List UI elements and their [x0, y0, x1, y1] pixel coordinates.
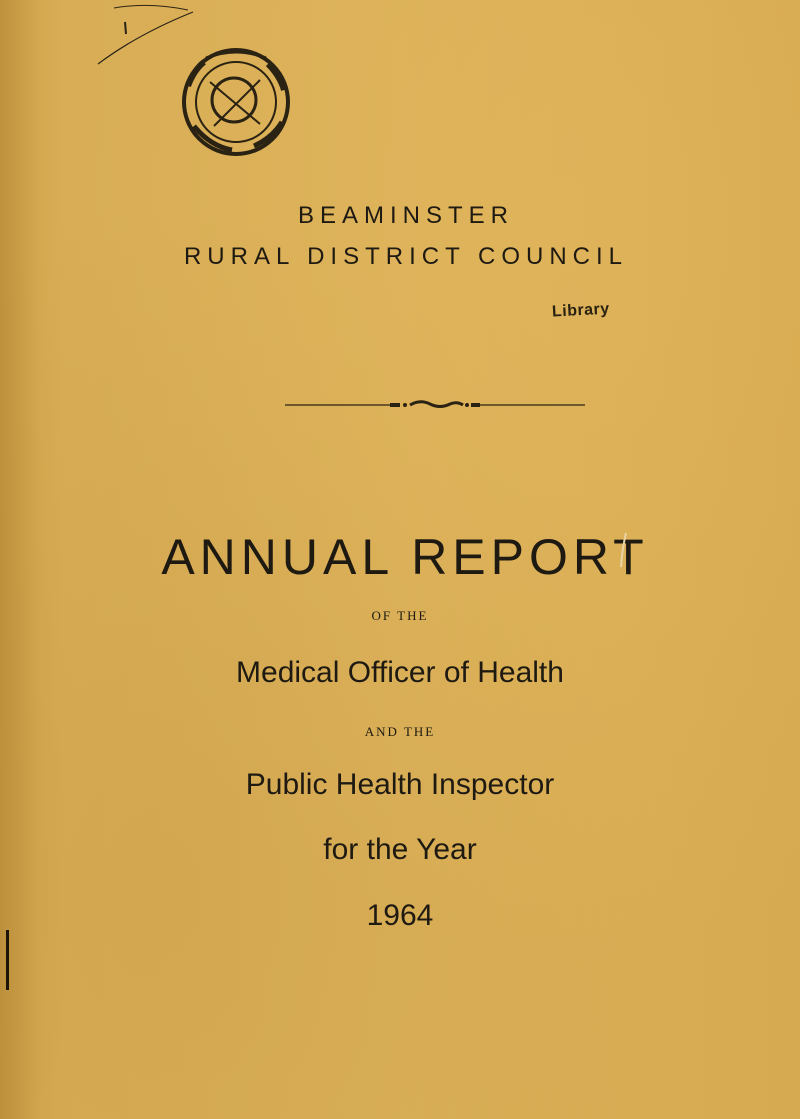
binding-mark — [6, 930, 9, 990]
medical-officer-line: Medical Officer of Health — [236, 656, 564, 689]
council-name-line-1: BEAMINSTER — [297, 202, 515, 229]
decorative-rule-icon — [285, 398, 585, 412]
stray-mark-icon — [619, 532, 629, 568]
report-year: 1964 — [366, 899, 434, 932]
circular-library-seal-icon — [170, 42, 300, 160]
and-the-label: AND THE — [364, 724, 436, 739]
library-stamp: Library — [551, 300, 611, 321]
public-health-inspector-line: Public Health Inspector — [245, 768, 555, 801]
of-the-label: OF THE — [371, 608, 429, 623]
for-the-year-label: for the Year — [323, 833, 477, 866]
council-name-line-2: RURAL DISTRICT COUNCIL — [183, 243, 629, 270]
report-title: ANNUAL REPORT — [161, 529, 649, 585]
